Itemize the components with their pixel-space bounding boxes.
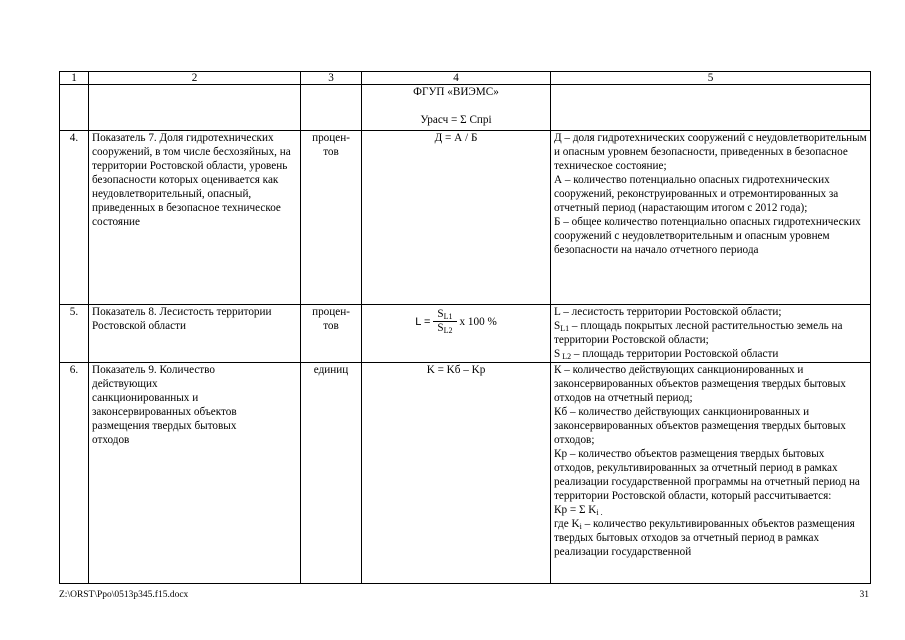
column-number-4: 4 <box>362 72 551 85</box>
page-number: 31 <box>859 590 869 600</box>
indicator-name: Показатель 8. Лесистость территории Ростовской области <box>89 305 301 363</box>
unit-cell: единиц <box>301 363 362 584</box>
description-cell: Д – доля гидротехнических сооружений с неудовлетворительным и опасным уровнем безопасности, приведенных в безопасное техническое состояние; А – количество потенциально опасных гидротехнических сооружений, реконструированных и отремонтированных за отчетный период (нарастающим итогом с 2012 года); Б – общее количество потенциально опасных гидротехнических сооружений с неудовлетворительным и опасным уровнем безопасности на начало отчетного периода <box>551 131 871 305</box>
row-number: 5. <box>60 305 89 363</box>
column-number-5: 5 <box>551 72 871 85</box>
formula-cell: Д = А / Б <box>362 131 551 305</box>
continuation-formula-cell <box>362 85 551 131</box>
unit-cell: процен- тов <box>301 305 362 363</box>
source-org-text: ФГУП «ВИЭМС» <box>413 86 499 98</box>
table-row-indicator-7 <box>60 131 871 305</box>
table-row-indicator-9 <box>60 363 871 584</box>
column-number-row <box>60 72 871 85</box>
indicator-name: Показатель 7. Доля гидротехнических сооружений, в том числе бесхозяйных, на территории Ростовской области, уровень безопасности которых оценивается как неудовлетворительный, опасный, приведенных в безопасное техническое состояние <box>89 131 301 305</box>
continuation-row <box>60 85 871 131</box>
column-number-1: 1 <box>60 72 89 85</box>
calc-formula-text: Урасч = Σ Cпрi <box>420 114 492 126</box>
row-number: 4. <box>60 131 89 305</box>
indicators-table <box>59 71 871 584</box>
unit-cell: процен- тов <box>301 131 362 305</box>
file-path-footer: Z:\ORST\Ppo\0513p345.f15.docx <box>59 590 189 600</box>
description-cell: L – лесистость территории Ростовской области; $S_{L1}$ – площадь покрытых лесной растительностью земель на территории Ростовской области; S $_{L2}$ – площадь территории Ростовской области <box>551 305 871 363</box>
description-cell: К – количество действующих санкционированных и законсервированных объектов размещения твердых бытовых отходов на отчетный период; Кб – количество действующих санкционированных и законсервированных объектов размещения твердых бытовых отходов; Кр – количество объектов размещения твердых бытовых отходов, рекультивированных за отчетный период в рамках реализации государственной программы на отчетный период на территории Ростовской области, который рассчитывается: Кр = Σ $K_{i .}$ где $K_i$ – количество рекультивированных объектов размещения твердых бытовых отходов за отчетный период в рамках реализации государственной <box>551 363 871 584</box>
table-row-indicator-8 <box>60 305 871 363</box>
formula-cell <box>362 305 551 363</box>
column-number-2: 2 <box>89 72 301 85</box>
formula-cell: K = Kб – Kр <box>362 363 551 584</box>
row-number: 6. <box>60 363 89 584</box>
column-number-3: 3 <box>301 72 362 85</box>
forestation-formula: L = $\frac{S_{L1}}{S_{L2}}$ x 100 % <box>415 308 497 335</box>
indicator-name: Показатель 9. Количество действующих санкционированных и законсервированных объектов размещения твердых бытовых отходов <box>89 363 301 584</box>
